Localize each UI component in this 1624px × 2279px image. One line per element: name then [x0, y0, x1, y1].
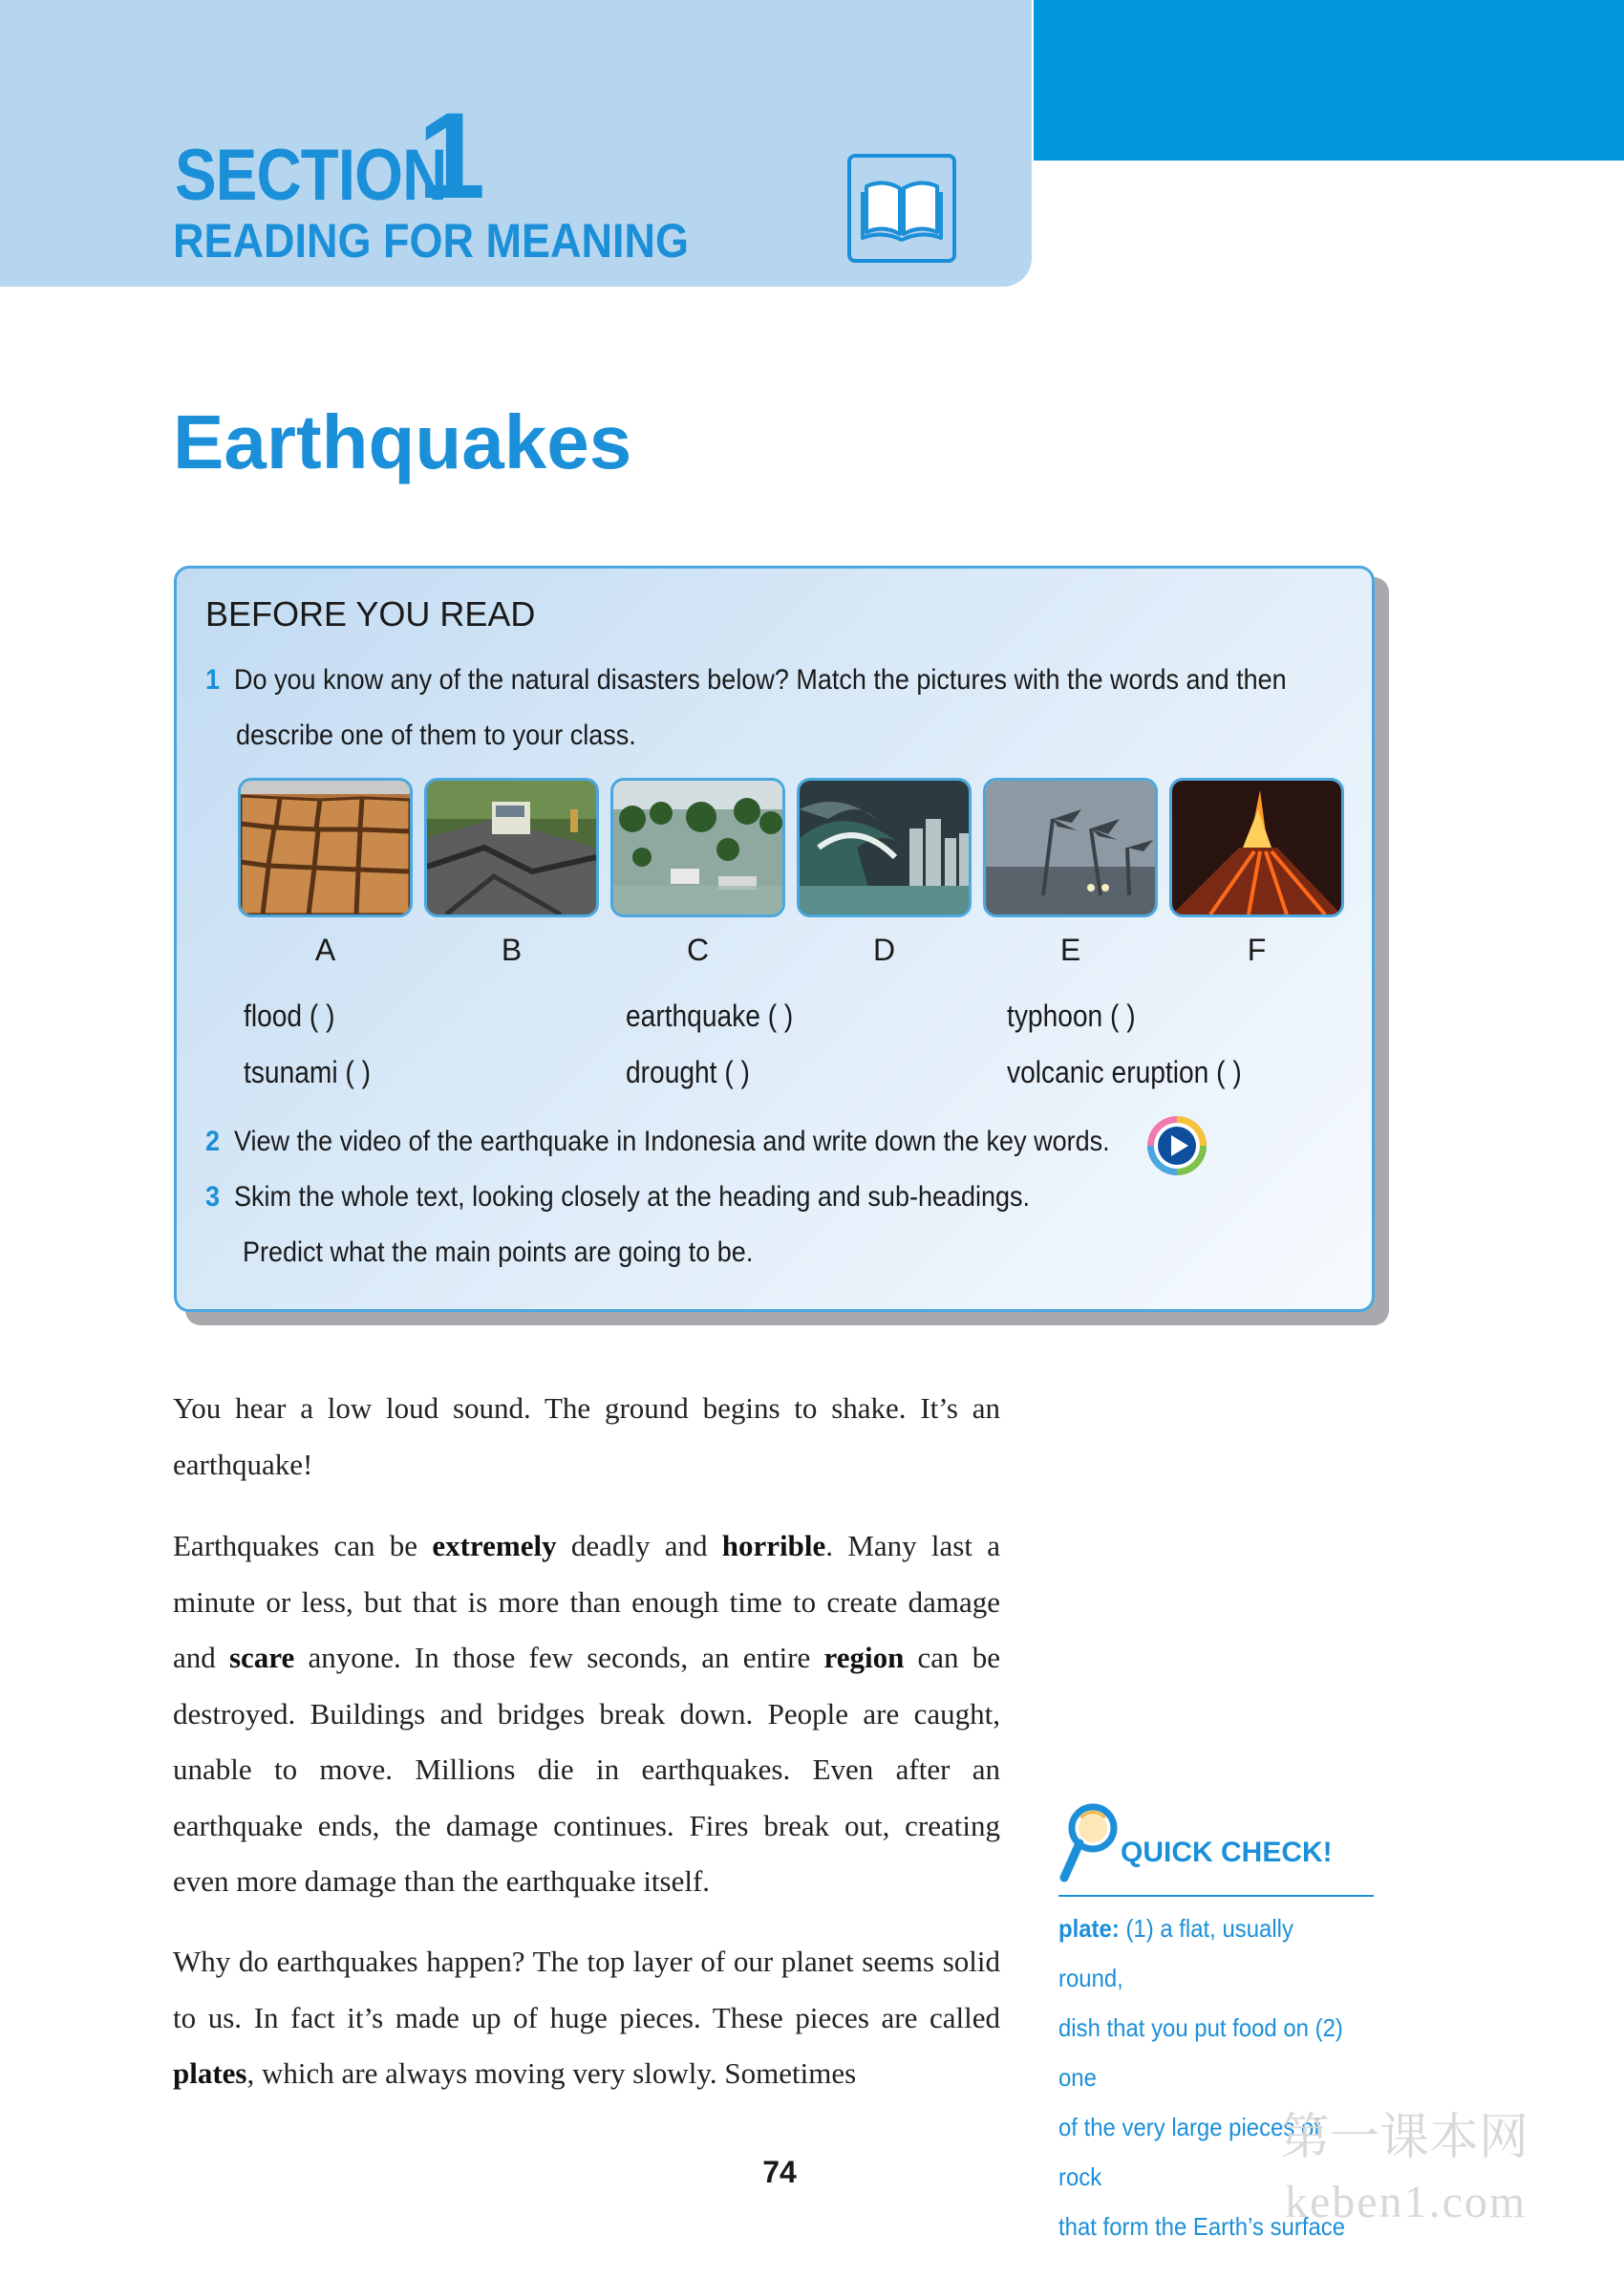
book-icon	[847, 154, 956, 263]
picture-letter: D	[872, 933, 896, 967]
word-tsunami: tsunami ( )	[244, 1055, 372, 1089]
word-flood: flood ( )	[244, 999, 335, 1033]
picture-e-typhoon	[983, 778, 1158, 917]
question-2	[205, 1126, 1110, 1158]
picture-letter: B	[501, 933, 523, 967]
text-run: deadly and	[556, 1529, 722, 1562]
picture-c-flood	[610, 778, 785, 917]
before-you-read-heading: BEFORE YOU READ	[205, 594, 536, 634]
picture-letter: E	[1059, 933, 1081, 967]
word-volcanic-eruption: volcanic eruption ( )	[1007, 1055, 1242, 1089]
definition-term: plate:	[1058, 1914, 1120, 1943]
picture-d-tsunami	[797, 778, 972, 917]
vocab-horrible: horrible	[721, 1529, 826, 1562]
picture-letter: F	[1247, 933, 1267, 967]
question-text: View the video of the earthquake in Indonesia and write down the key words.	[234, 1126, 1110, 1157]
vocab-extremely: extremely	[432, 1529, 557, 1562]
picture-f-volcano	[1169, 778, 1344, 917]
question-1-line-2: describe one of them to your class.	[236, 720, 636, 751]
vocab-scare: scare	[228, 1641, 295, 1674]
picture-a-drought	[238, 778, 413, 917]
question-3-line-2: Predict what the main points are going to be.	[243, 1236, 754, 1268]
paragraph-1: You hear a low loud sound. The ground begins to shake. It’s an earthquake!	[173, 1391, 1000, 1481]
header-accent-block	[1034, 0, 1624, 161]
quick-check-divider	[1058, 1895, 1374, 1897]
page-number: 74	[762, 2155, 797, 2189]
word-typhoon: typhoon ( )	[1007, 999, 1136, 1033]
question-number: 2	[205, 1126, 221, 1157]
page-title: Earthquakes	[173, 399, 632, 484]
definition-line: dish that you put food on (2) one	[1058, 2013, 1343, 2092]
picture-letter: C	[686, 933, 710, 967]
question-text: Skim the whole text, looking closely at the heading and sub-headings.	[234, 1181, 1031, 1213]
text-run: . Many last a minute or less, but that is more than enough time to create damage and	[173, 1529, 1001, 1674]
quick-check-title: QUICK CHECK!	[1121, 1837, 1333, 1868]
video-play-icon[interactable]	[1145, 1114, 1208, 1177]
picture-letter: A	[314, 933, 336, 967]
word-drought: drought ( )	[626, 1055, 750, 1089]
vocab-region: region	[823, 1641, 905, 1674]
question-number: 3	[205, 1181, 221, 1213]
section-subtitle: READING FOR MEANING	[173, 214, 689, 268]
paragraph-2	[173, 1518, 1000, 1910]
magnifier-icon	[1058, 1801, 1122, 1883]
text-run: can be destroyed. Buildings and bridges break down. People are caught, unable to move. Millions die in earthquakes. Even after an earthquake ends, the damage continues. Fires break out, creating even more damage than the earthquake itself.	[173, 1641, 1000, 1898]
definition-line: (1) a flat, usually round,	[1058, 1914, 1293, 1992]
section-number: 1	[417, 88, 486, 225]
text-run: Why do earthquakes happen? The top layer of our planet seems solid to us. In fact it’s made up of huge pieces. These pieces are called	[173, 1945, 1000, 2034]
watermark-chinese: 第一课本网	[1280, 2111, 1529, 2165]
paragraph-3	[173, 1934, 1000, 2102]
text-run: anyone. In those few seconds, an entire	[294, 1641, 824, 1674]
definition-line: of the very large pieces of rock	[1058, 2113, 1320, 2191]
word-earthquake: earthquake ( )	[626, 999, 794, 1033]
text-run: , which are always moving very slowly. Sometimes	[246, 2056, 857, 2090]
section-label: SECTION	[175, 135, 447, 216]
picture-b-earthquake	[424, 778, 599, 917]
question-text: Do you know any of the natural disasters below? Match the pictures with the words and then	[234, 664, 1287, 696]
vocab-plates: plates	[173, 2056, 247, 2090]
text-run: Earthquakes can be	[173, 1529, 433, 1562]
question-3-line-1	[205, 1181, 1030, 1214]
definition-line: that form the Earth’s surface	[1058, 2212, 1346, 2241]
question-number: 1	[205, 664, 221, 696]
question-1-line-1	[205, 664, 1287, 697]
watermark-url: keben1.com	[1285, 2177, 1528, 2227]
